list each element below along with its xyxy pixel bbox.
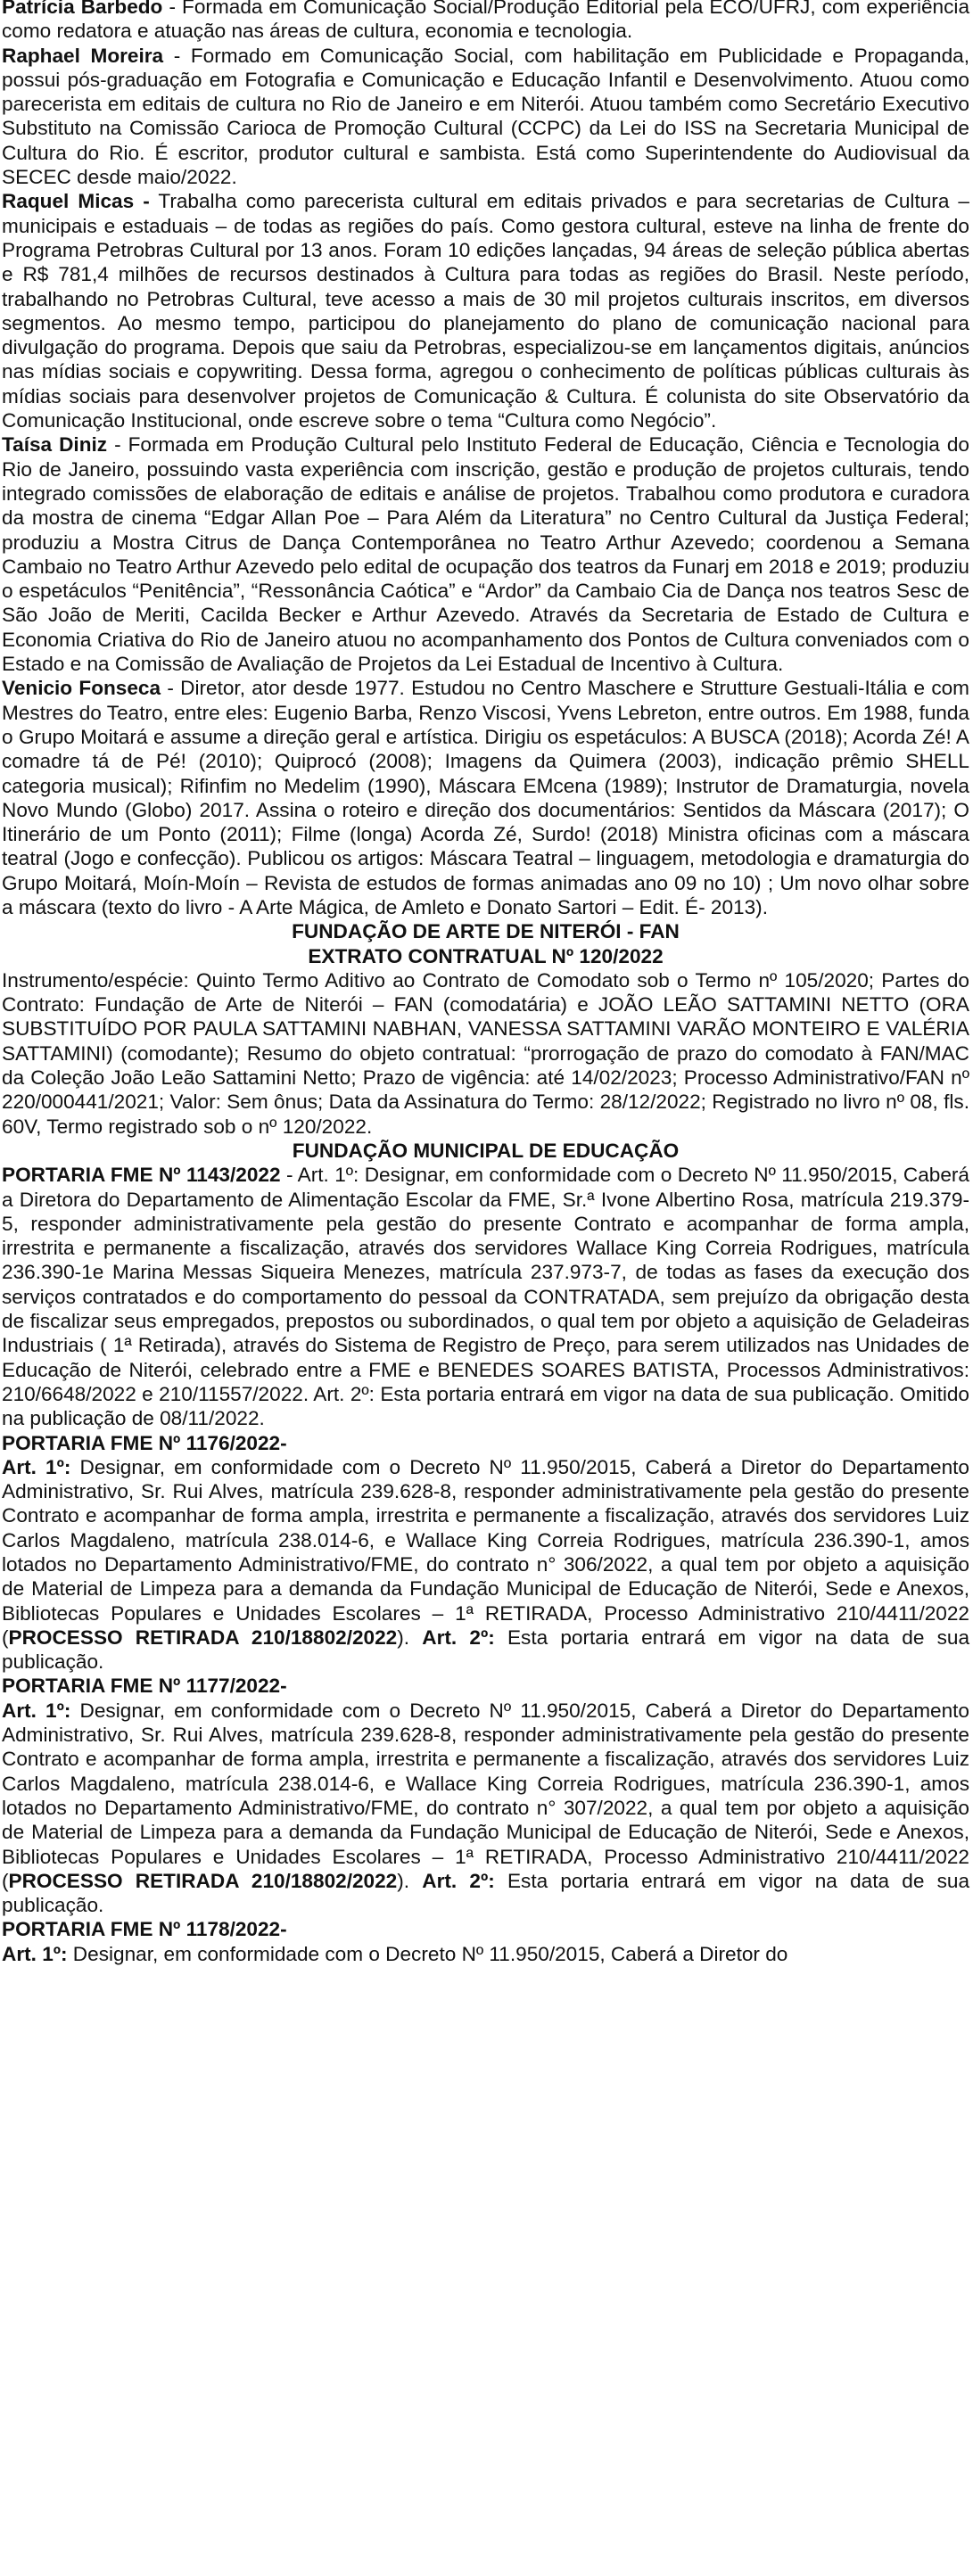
processo-retirada: PROCESSO RETIRADA 210/18802/2022 (8, 1625, 398, 1649)
member-bio-taisa (2, 432, 969, 676)
paren-close: ). (397, 1869, 410, 1892)
member-bio-venicio (2, 676, 969, 919)
article-label: Art. 1º: (2, 1699, 71, 1722)
portaria-1178-title: PORTARIA FME Nº 1178/2022- (2, 1918, 287, 1941)
article-label: Art. 2º: (422, 1625, 495, 1649)
fan-extract-body: Instrumento/espécie: Quinto Termo Aditivo ao Contrato de Comodato sob o Termo nº 105/2020; Partes do Contrato: Fundação de Arte de Niterói – FAN (comodatária) e JOÃO LEÃO SATTAMINI NETTO (ORA SUBSTITUÍDO POR PAULA SATTAMINI NABHAN, VANESSA SATTAMINI VARÃO MONTEIRO E VALÉRIA SATTAMINI) (comodante); Resumo do objeto contratual: “prorrogação de prazo do comodato à FAN/MAC da Coleção João Leão Sattamini Netto; Prazo de vigência: até 14/02/2023; Processo Administrativo/FAN nº 220/000441/2021; Valor: Sem ônus; Data da Assinatura do Termo: 28/12/2022; Registrado no livro nº 08, fls. 60V, Termo registrado sob o nº 120/2022. (2, 968, 969, 1138)
article-label: Art. 2º: (422, 1869, 495, 1892)
portaria-1177-body (2, 1699, 969, 1918)
member-text: Trabalha como parecerista cultural em editais privados e para secretarias de Cultura – municipais e estaduais – de todas as regiões do país. Como gestora cultural, esteve na linha de frente do Programa Petrobras Cultural por 13 anos. Foram 10 edições lançadas, 94 áreas de seleção pública abertas e R$ 781,4 milhões de recursos destinados à Cultura para todas as regiões do Brasil. Neste período, trabalhando no Petrobras Cultural, teve acesso a mais de 30 mil projetos culturais inscritos, em diversos segmentos. Ao mesmo tempo, participou do planejamento do plano de comunicação nacional para divulgação do programa. Depois que saiu da Petrobras, especializou-se em lançamentos digitais, anúncios nas mídias sociais e copywriting. Dessa forma, agregou o conhecimento de políticas públicas culturais às mídias sociais para desenvolver projetos de Comunicação & Cultura. É colunista do site Observatório da Comunicação Institucional, onde escreve sobre o tema “Cultura como Negócio”. (2, 190, 969, 432)
article-text: Designar, em conformidade com o Decreto Nº 11.950/2015, Caberá a Diretor do Departamento Administrativo, Sr. Rui Alves, matrícula 239.628-8, responder administrativamente pela gestão do presente Contrato e acompanhar de forma ampla, irrestrita e permanente a fiscalização, através dos servidores Luiz Carlos Magdaleno, matrícula 238.014-6, e Wallace King Correia Rodrigues, matrícula 236.390-1, amos lotados no Departamento Administrativo/FME, do contrato n° 306/2022, a qual tem por objeto a aquisição de Material de Limpeza para a demanda da Fundação Municipal de Educação de Niterói, Sede e Anexos, Bibliotecas Populares e Unidades Escolares – 1ª RETIRADA, Processo Administrativo 210/4411/2022 ( (2, 1455, 970, 1649)
fme-org-heading: FUNDAÇÃO MUNICIPAL DE EDUCAÇÃO (292, 1139, 680, 1162)
member-text: - Diretor, ator desde 1977. Estudou no Centro Maschere e Strutture Gestuali-Itália e com Mestres do Teatro, entre eles: Eugenio Barba, Renzo Viscosi, Yvens Lebreton, entre outros. Em 1988, funda o Grupo Moitará e assume a direção geral e artística. Dirigiu os espetáculos: A BUSCA (2018); Acorda Zé! A comadre tá de Pé! (2010); Quiprocó (2008); Imagens da Quimera (2003), indicação prêmio SHELL categoria musical); Rifinfim no Medelim (1990), Máscara EMcena (1989); Instrutor de Dramaturgia, novela Novo Mundo (Globo) 2017. Assina o roteiro e direção dos documentários: Sentidos da Máscara (2017); O Itinerário de um Ponto (2011); Filme (longa) Acorda Zé, Surdo! (2018) Ministra oficinas com a máscara teatral (Jogo e confecção). Publicou os artigos: Máscara Teatral – linguagem, metodologia e dramaturgia do Grupo Moitará, Moín-Moín – Revista de estudos de formas animadas ano 09 no 10) ; Um novo olhar sobre a máscara (texto do livro - A Arte Mágica, de Amleto e Donato Sartori – Edit. É- 2013). (2, 677, 969, 918)
fan-extract-title: EXTRATO CONTRATUAL Nº 120/2022 (308, 944, 664, 967)
paren-close: ). (397, 1625, 410, 1649)
member-name: Raquel Micas - (2, 190, 150, 213)
portaria-body: - Art. 1º: Designar, em conformidade com o Decreto Nº 11.950/2015, Caberá a Diretora do Departamento de Alimentação Escolar da FME, Sr.ª Ivone Albertino Rosa, matrícula 219.379-5, responder administrativamente pela gestão do presente Contrato e acompanhar de forma ampla, irrestrita e permanente a fiscalização, através dos servidores Wallace King Correia Rodrigues, matrícula 236.390-1e Marina Messas Siqueira Menezes, matrícula 237.973-7, de todas as fases da execução dos serviços contratados e do comportamento do pessoal da CONTRATADA, sem prejuízo da obrigação desta de fiscalizar seus empregados, prepostos ou subordinados, o qual tem por objeto a aquisição de Geladeiras Industriais ( 1ª Retirada), através do Sistema de Registro de Preço, para serem utilizados nas Unidades de Educação de Niterói, celebrado entre a FME e BENEDES SOARES BATISTA, Processos Administrativos: 210/6648/2022 e 210/11557/2022. Art. 2º: Esta portaria entrará em vigor na data de sua publicação. Omitido na publicação de 08/11/2022. (2, 1164, 969, 1430)
article-text: Esta portaria entrará em vigor na data de sua publicação. (2, 1869, 970, 1917)
member-bio-raquel (2, 189, 969, 432)
fan-org-heading: FUNDAÇÃO DE ARTE DE NITERÓI - FAN (292, 920, 680, 943)
member-text: - Formada em Comunicação Social/Produção Editorial pela ECO/UFRJ, com experiência como redatora e atuação nas áreas de cultura, economia e tecnologia. (2, 0, 970, 43)
article-text: Designar, em conformidade com o Decreto Nº 11.950/2015, Caberá a Diretor do (67, 1942, 788, 1965)
member-name: Raphael Moreira (2, 44, 164, 67)
portaria-1177-title: PORTARIA FME Nº 1177/2022- (2, 1675, 287, 1698)
article-text: Designar, em conformidade com o Decreto Nº 11.950/2015, Caberá a Diretor do Departamento Administrativo, Sr. Rui Alves, matrícula 239.628-8, responder administrativamente pela gestão do presente Contrato e acompanhar de forma ampla, irrestrita e permanente a fiscalização, através dos servidores Luiz Carlos Magdaleno, matrícula 238.014-6, e Wallace King Correia Rodrigues, matrícula 236.390-1, amos lotados no Departamento Administrativo/FME, do contrato n° 307/2022, a qual tem por objeto a aquisição de Material de Limpeza para a demanda da Fundação Municipal de Educação de Niterói, Sede e Anexos, Bibliotecas Populares e Unidades Escolares – 1ª RETIRADA, Processo Administrativo 210/4411/2022 ( (2, 1699, 970, 1892)
article-label: Art. 1º: (2, 1942, 68, 1965)
member-text: - Formado em Comunicação Social, com habilitação em Publicidade e Propaganda, possui pós-graduação em Fotografia e Comunicação e Educação Infantil e Desenvolvimento. Atuou como parecerista em editais de cultura no Rio de Janeiro e em Niterói. Atuou também como Secretário Executivo Substituto na Comissão Carioca de Promoção Cultural (CCPC) da Lei do ISS na Secretaria Municipal de Cultura do Rio. É escritor, produtor cultural e sambista. Está como Superintendente do Audiovisual da SECEC desde maio/2022. (2, 44, 969, 189)
member-bio-raphael (2, 44, 969, 190)
member-text: - Formada em Produção Cultural pelo Instituto Federal de Educação, Ciência e Tecnologia do Rio de Janeiro, possuindo vasta experiência com inscrição, gestão e produção de projetos culturais, tendo integrado comissões de elaboração de editais e análise de projetos. Trabalhou como produtora e curadora da mostra de cinema “Edgar Allan Poe – Para Além da Literatura” no Centro Cultural da Justiça Federal; produziu a Mostra Citrus de Dança Contemporânea no Teatro Arthur Azevedo; coordenou a Semana Cambaio no Teatro Arthur Azevedo pelo edital de ocupação dos teatros da Funarj em 2018 e 2019; produziu o espetáculos “Penitência”, “Ressonância Caótica” e “Ardor” da Cambaio Cia de Dança nos teatros Sesc de São João de Meriti, Cacilda Becker e Arthur Azevedo. Através da Secretaria de Estado de Cultura e Economia Criativa do Rio de Janeiro atuou no acompanhamento dos Pontos de Cultura conveniados com o Estado e na Comissão de Avaliação de Projetos da Lei Estadual de Incentivo à Cultura. (2, 433, 969, 676)
member-name: Taísa Diniz (2, 433, 108, 457)
member-name: Venicio Fonseca (2, 677, 161, 700)
member-name: Patrícia Barbedo (2, 0, 163, 18)
processo-retirada: PROCESSO RETIRADA 210/18802/2022 (8, 1869, 398, 1892)
portaria-1176-title: PORTARIA FME Nº 1176/2022- (2, 1431, 287, 1454)
article-label: Art. 1º: (2, 1455, 71, 1478)
portaria-1176-body (2, 1455, 969, 1675)
portaria-1143 (2, 1163, 969, 1430)
article-text: Esta portaria entrará em vigor na data de sua publicação. (2, 1625, 970, 1674)
member-bio-patricia (2, 0, 969, 44)
portaria-1178-body (2, 1942, 969, 1966)
portaria-title: PORTARIA FME Nº 1143/2022 (2, 1164, 281, 1187)
